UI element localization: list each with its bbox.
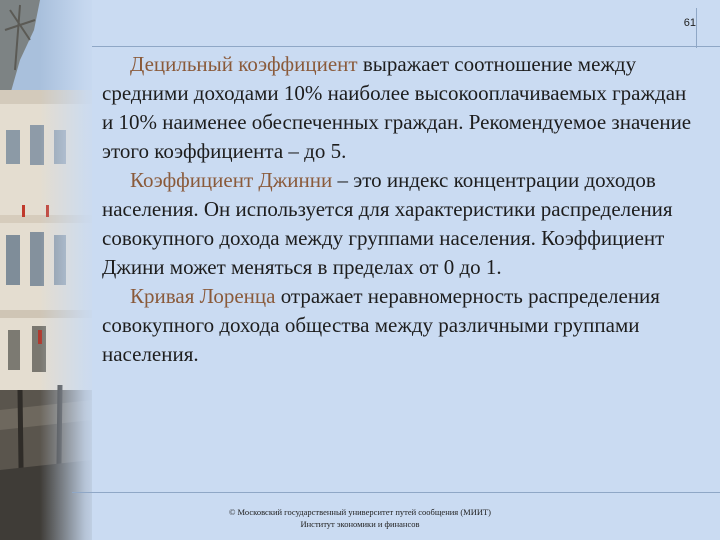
paragraph-text: выражает соотношение между средними доходами 10% наиболее высокооплачиваемых граждан и 10% наименее обеспеченных граждан. Рекомендуемое значение этого коэффициента – до 5. xyxy=(102,52,692,163)
footer-university: © Московский государственный университет путей сообщения (МИИТ) xyxy=(228,507,492,517)
paragraph-text: отражает неравномерность распределения совокупного дохода общества между различными группами населения. xyxy=(102,284,660,366)
frame-right-rule xyxy=(696,8,697,48)
slide-body xyxy=(102,50,702,369)
term-gini-coefficient: Коэффициент Джинни xyxy=(130,168,333,192)
footer-institute: Институт экономики и финансов xyxy=(300,519,420,529)
paragraph-text: – это индекс концентрации доходов населения. Он используется для характеристики распределения совокупного дохода между группами населения. Коэффициент Джини может меняться в пределах от 0 до 1. xyxy=(102,168,673,279)
slide-number: 61 xyxy=(683,17,696,29)
slide-footer xyxy=(160,506,560,530)
term-decile-coefficient: Децильный коэффициент xyxy=(130,52,358,76)
frame-top-rule xyxy=(92,46,720,47)
frame-bottom-rule xyxy=(72,492,720,493)
term-lorenz-curve: Кривая Лоренца xyxy=(130,284,276,308)
paragraph-gini-coefficient xyxy=(102,166,702,282)
photo-fade-overlay xyxy=(40,0,92,540)
paragraph-decile-coefficient xyxy=(102,50,702,166)
building-photo xyxy=(0,0,92,540)
paragraph-lorenz-curve xyxy=(102,282,702,369)
